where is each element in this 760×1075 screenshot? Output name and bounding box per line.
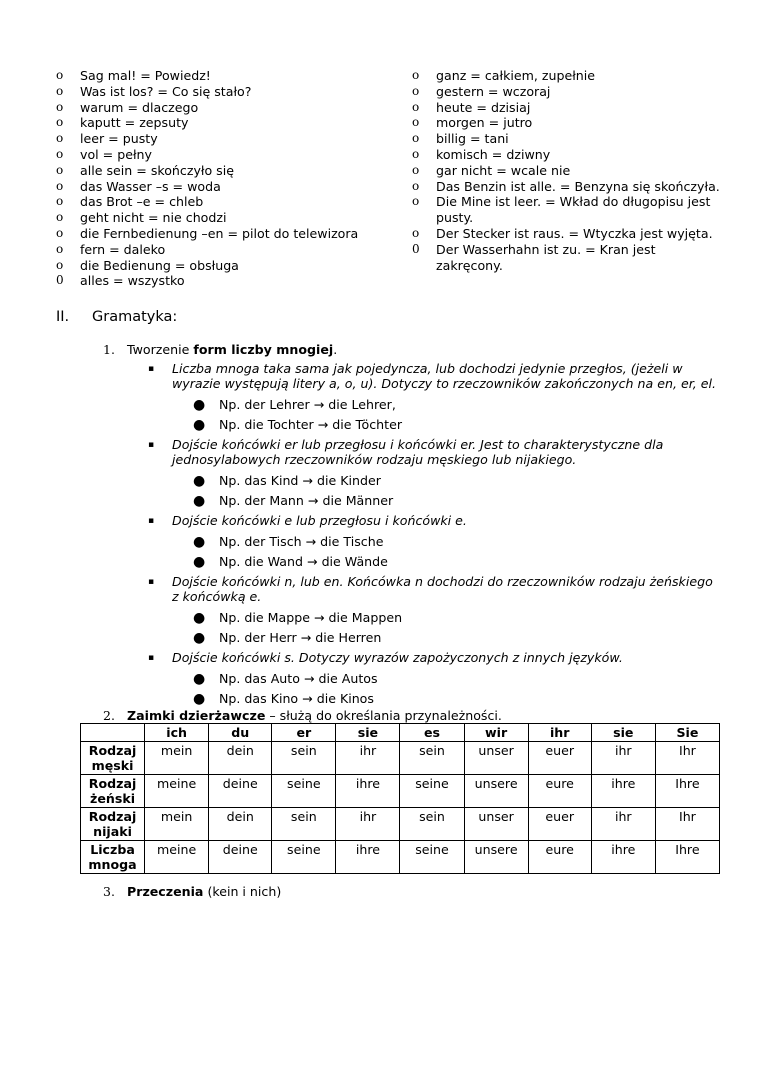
vocab-entry: die Bedienung = obsługa bbox=[80, 257, 239, 273]
table-cell: Ihr bbox=[655, 742, 719, 775]
table-cell: Ihre bbox=[655, 841, 719, 874]
rule-text: Dojście końcówki er lub przegłosu i końcówki er. Jest to charakterystyczne dla jednosylabowych rzeczowników rodzaju męskiego lub nijakiego. bbox=[172, 436, 664, 468]
column-header: es bbox=[400, 724, 464, 742]
table-row bbox=[81, 742, 720, 775]
vocab-item bbox=[412, 115, 722, 131]
item-number: 1. bbox=[103, 342, 115, 357]
item-number: 3. bbox=[103, 884, 115, 899]
square-bullet: ▪ bbox=[148, 577, 155, 588]
round-bullet: ● bbox=[193, 554, 206, 571]
table-header-row bbox=[81, 724, 720, 742]
bullet-marker: o bbox=[412, 225, 420, 240]
vocab-entry: Was ist los? = Co się stało? bbox=[80, 83, 252, 99]
example-text: Np. das Kind → die Kinder bbox=[219, 472, 381, 488]
bullet-marker: o bbox=[56, 146, 64, 161]
vocab-item bbox=[56, 226, 386, 242]
table-cell: euer bbox=[528, 742, 591, 775]
example-item bbox=[193, 689, 723, 709]
example-item bbox=[193, 415, 723, 435]
column-header: wir bbox=[464, 724, 528, 742]
column-header: ihr bbox=[528, 724, 591, 742]
square-bullet: ▪ bbox=[148, 515, 155, 526]
table-cell: meine bbox=[145, 775, 209, 808]
vocab-item bbox=[56, 179, 386, 195]
example-text: Np. die Tochter → die Töchter bbox=[219, 416, 403, 432]
vocab-item bbox=[412, 179, 722, 195]
vocab-entry: Der Stecker ist raus. = Wtyczka jest wyjęta. bbox=[436, 225, 713, 241]
table-cell: unsere bbox=[464, 775, 528, 808]
bullet-marker: o bbox=[56, 83, 64, 98]
vocab-entry: alle sein = skończyło się bbox=[80, 162, 234, 178]
vocab-entry: gestern = wczoraj bbox=[436, 83, 551, 99]
round-bullet: ● bbox=[193, 534, 206, 551]
bullet-marker: o bbox=[412, 83, 420, 98]
vocab-entry: Das Benzin ist alle. = Benzyna się skończyła. bbox=[436, 178, 720, 194]
item-text-suffix: – służą do określania przynależności. bbox=[265, 708, 502, 723]
rule-line bbox=[148, 361, 723, 392]
vocab-entry: die Fernbedienung –en = pilot do telewizora bbox=[80, 225, 359, 241]
bullet-marker: o bbox=[56, 241, 64, 256]
vocab-item bbox=[412, 226, 722, 242]
column-header: ich bbox=[145, 724, 209, 742]
table-cell: eure bbox=[528, 841, 591, 874]
item-number: 2. bbox=[103, 708, 115, 723]
rule-line bbox=[148, 513, 723, 529]
vocab-item bbox=[412, 100, 722, 116]
vocab-item bbox=[56, 131, 386, 147]
example-text: Np. das Kino → die Kinos bbox=[219, 691, 374, 707]
table-cell: deine bbox=[209, 775, 272, 808]
example-item bbox=[193, 532, 723, 552]
rule-text: Liczba mnoga taka sama jak pojedyncza, lub dochodzi jedynie przegłos, (jeżeli w wyrazie występują litery a, o, u). Dotyczy to rzeczowników zakończonych na en, er, el. bbox=[172, 361, 717, 392]
vocab-item bbox=[56, 242, 386, 258]
table-cell: deine bbox=[209, 841, 272, 874]
vocab-entry: fern = daleko bbox=[80, 241, 166, 257]
vocab-item bbox=[56, 163, 386, 179]
table-cell: unser bbox=[464, 808, 528, 841]
example-text: Np. der Tisch → die Tische bbox=[219, 534, 384, 550]
bullet-marker: 0 bbox=[412, 241, 420, 256]
vocab-item bbox=[412, 242, 722, 274]
vocab-entry: morgen = jutro bbox=[436, 115, 533, 131]
plural-rule bbox=[148, 513, 723, 572]
item-text-suffix: (kein i nich) bbox=[203, 884, 282, 899]
table-row bbox=[81, 841, 720, 874]
table-cell: dein bbox=[209, 742, 272, 775]
table-cell: sein bbox=[400, 808, 464, 841]
rule-text: Dojście końcówki s. Dotyczy wyrazów zapożyczonych z innych języków. bbox=[172, 649, 623, 665]
vocab-entry: leer = pusty bbox=[80, 131, 158, 147]
table-cell: Ihre bbox=[655, 775, 719, 808]
plural-rule bbox=[148, 574, 723, 648]
vocabulary-list-right bbox=[412, 68, 722, 273]
vocab-item bbox=[412, 147, 722, 163]
example-text: Np. die Mappe → die Mappen bbox=[219, 609, 403, 625]
vocab-item bbox=[56, 273, 386, 289]
column-header bbox=[81, 724, 145, 742]
table-cell: mein bbox=[145, 742, 209, 775]
example-item bbox=[193, 628, 723, 648]
vocab-entry: warum = dlaczego bbox=[80, 99, 199, 115]
vocab-entry: billig = tani bbox=[436, 131, 509, 147]
column-header: du bbox=[209, 724, 272, 742]
vocab-entry: Die Mine ist leer. = Wkład do długopisu jest pusty. bbox=[436, 194, 711, 226]
bullet-marker: o bbox=[56, 162, 64, 177]
plural-rule bbox=[148, 650, 723, 709]
bullet-marker: o bbox=[412, 162, 420, 177]
vocab-entry: geht nicht = nie chodzi bbox=[80, 210, 227, 226]
table-cell: sein bbox=[272, 808, 336, 841]
column-header: sie bbox=[591, 724, 655, 742]
vocab-item bbox=[56, 100, 386, 116]
bullet-marker: o bbox=[56, 178, 64, 193]
table-cell: seine bbox=[400, 841, 464, 874]
rule-text: Dojście końcówki e lub przegłosu i końcówki e. bbox=[172, 512, 467, 528]
plural-rules-list bbox=[148, 361, 723, 711]
vocab-item bbox=[412, 194, 722, 226]
table-cell: euer bbox=[528, 808, 591, 841]
vocab-item bbox=[412, 131, 722, 147]
item-text bbox=[127, 342, 337, 358]
vocab-entry: das Wasser –s = woda bbox=[80, 178, 221, 194]
round-bullet: ● bbox=[193, 472, 206, 489]
vocab-item bbox=[56, 194, 386, 210]
example-item bbox=[193, 471, 723, 491]
bullet-marker: o bbox=[412, 131, 420, 146]
vocab-entry: gar nicht = wcale nie bbox=[436, 162, 571, 178]
example-item bbox=[193, 552, 723, 572]
rule-text: Dojście końcówki n, lub en. Końcówka n dochodzi do rzeczowników rodzaju żeńskiego z końcówką e. bbox=[172, 574, 713, 605]
example-list bbox=[148, 608, 723, 648]
plural-rule bbox=[148, 361, 723, 435]
bullet-marker: o bbox=[56, 99, 64, 114]
table-cell: eure bbox=[528, 775, 591, 808]
table-cell: seine bbox=[272, 775, 336, 808]
item-text-prefix: Tworzenie bbox=[127, 342, 194, 357]
example-item bbox=[193, 608, 723, 628]
bullet-marker: o bbox=[56, 225, 64, 240]
vocab-item bbox=[56, 258, 386, 274]
bullet-marker: o bbox=[56, 68, 64, 82]
example-list bbox=[148, 395, 723, 435]
row-label: Rodzaj męski bbox=[81, 742, 145, 775]
square-bullet: ▪ bbox=[148, 652, 155, 663]
vocab-item bbox=[56, 147, 386, 163]
item-text-suffix: . bbox=[333, 342, 338, 357]
round-bullet: ● bbox=[193, 609, 206, 626]
possessive-pronoun-table bbox=[80, 723, 720, 874]
bullet-marker: o bbox=[56, 210, 64, 225]
bullet-marker: o bbox=[412, 178, 420, 193]
table-body bbox=[81, 742, 720, 874]
example-item bbox=[193, 395, 723, 415]
vocab-entry: kaputt = zepsuty bbox=[80, 115, 189, 131]
table-cell: ihre bbox=[336, 775, 400, 808]
bullet-marker: o bbox=[412, 146, 420, 161]
rule-line bbox=[148, 437, 723, 468]
round-bullet: ● bbox=[193, 671, 206, 688]
example-list bbox=[148, 669, 723, 709]
table-row bbox=[81, 808, 720, 841]
table-cell: meine bbox=[145, 841, 209, 874]
vocab-item bbox=[412, 68, 722, 84]
vocab-item bbox=[56, 84, 386, 100]
row-label: Rodzaj żeński bbox=[81, 775, 145, 808]
bullet-marker: o bbox=[56, 115, 64, 130]
table-cell: sein bbox=[400, 742, 464, 775]
plural-rule bbox=[148, 437, 723, 511]
column-header: sie bbox=[336, 724, 400, 742]
round-bullet: ● bbox=[193, 492, 206, 509]
table-cell: sein bbox=[272, 742, 336, 775]
table-cell: ihr bbox=[591, 742, 655, 775]
square-bullet: ▪ bbox=[148, 364, 155, 374]
vocab-item bbox=[56, 68, 386, 84]
section-title: Gramatyka: bbox=[92, 309, 178, 325]
table-cell: dein bbox=[209, 808, 272, 841]
table-cell: Ihr bbox=[655, 808, 719, 841]
numbered-item-2 bbox=[103, 708, 502, 724]
vocab-entry: das Brot –e = chleb bbox=[80, 194, 204, 210]
vocab-entry: Der Wasserhahn ist zu. = Kran jest zakręcony. bbox=[436, 241, 656, 273]
vocab-item bbox=[56, 210, 386, 226]
bullet-marker: o bbox=[56, 257, 64, 272]
item-text-bold: Zaimki dzierżawcze bbox=[127, 708, 266, 723]
item-text bbox=[127, 708, 502, 724]
row-label: Rodzaj nijaki bbox=[81, 808, 145, 841]
table-cell: ihr bbox=[336, 742, 400, 775]
section-number: II. bbox=[56, 309, 70, 325]
bullet-marker: o bbox=[56, 131, 64, 146]
example-text: Np. der Lehrer → die Lehrer, bbox=[219, 396, 396, 412]
table-cell: seine bbox=[272, 841, 336, 874]
rule-line bbox=[148, 650, 723, 666]
vocab-entry: komisch = dziwny bbox=[436, 146, 551, 162]
vocab-item bbox=[412, 163, 722, 179]
vocab-entry: heute = dzisiaj bbox=[436, 99, 531, 115]
vocab-item bbox=[56, 115, 386, 131]
table-cell: ihre bbox=[591, 841, 655, 874]
item-text-bold: form liczby mnogiej bbox=[193, 342, 334, 357]
row-label: Liczba mnoga bbox=[81, 841, 145, 874]
table-cell: ihr bbox=[336, 808, 400, 841]
table-cell: unsere bbox=[464, 841, 528, 874]
example-list bbox=[148, 471, 723, 511]
round-bullet: ● bbox=[193, 396, 206, 413]
table-cell: ihre bbox=[336, 841, 400, 874]
table-cell: mein bbox=[145, 808, 209, 841]
bullet-marker: o bbox=[412, 68, 420, 82]
round-bullet: ● bbox=[193, 629, 206, 646]
example-text: Np. der Herr → die Herren bbox=[219, 629, 382, 645]
column-header: er bbox=[272, 724, 336, 742]
vocab-item bbox=[412, 84, 722, 100]
bullet-marker: o bbox=[412, 115, 420, 130]
table-cell: ihre bbox=[591, 775, 655, 808]
vocabulary-list-left bbox=[56, 68, 386, 289]
item-text bbox=[127, 884, 281, 900]
bullet-marker: o bbox=[412, 99, 420, 114]
numbered-item-3 bbox=[103, 884, 281, 900]
example-list bbox=[148, 532, 723, 572]
example-text: Np. das Auto → die Autos bbox=[219, 671, 378, 687]
example-text: Np. der Mann → die Männer bbox=[219, 492, 394, 508]
bullet-marker: o bbox=[56, 194, 64, 209]
numbered-item-1 bbox=[103, 342, 337, 358]
table-row bbox=[81, 775, 720, 808]
table-cell: unser bbox=[464, 742, 528, 775]
column-header: Sie bbox=[655, 724, 719, 742]
vocab-entry: vol = pełny bbox=[80, 146, 152, 162]
section-heading bbox=[56, 309, 177, 325]
table-cell: seine bbox=[400, 775, 464, 808]
rule-line bbox=[148, 574, 723, 605]
round-bullet: ● bbox=[193, 416, 206, 433]
vocab-entry: Sag mal! = Powiedz! bbox=[80, 68, 211, 83]
bullet-marker: o bbox=[412, 194, 420, 209]
vocab-entry: alles = wszystko bbox=[80, 273, 185, 289]
example-text: Np. die Wand → die Wände bbox=[219, 554, 388, 570]
item-text-bold: Przeczenia bbox=[127, 884, 204, 899]
vocab-entry: ganz = całkiem, zupełnie bbox=[436, 68, 596, 83]
bullet-marker: 0 bbox=[56, 273, 64, 288]
example-item bbox=[193, 491, 723, 511]
example-item bbox=[193, 669, 723, 689]
table-cell: ihr bbox=[591, 808, 655, 841]
square-bullet: ▪ bbox=[148, 439, 155, 450]
round-bullet: ● bbox=[193, 691, 206, 708]
